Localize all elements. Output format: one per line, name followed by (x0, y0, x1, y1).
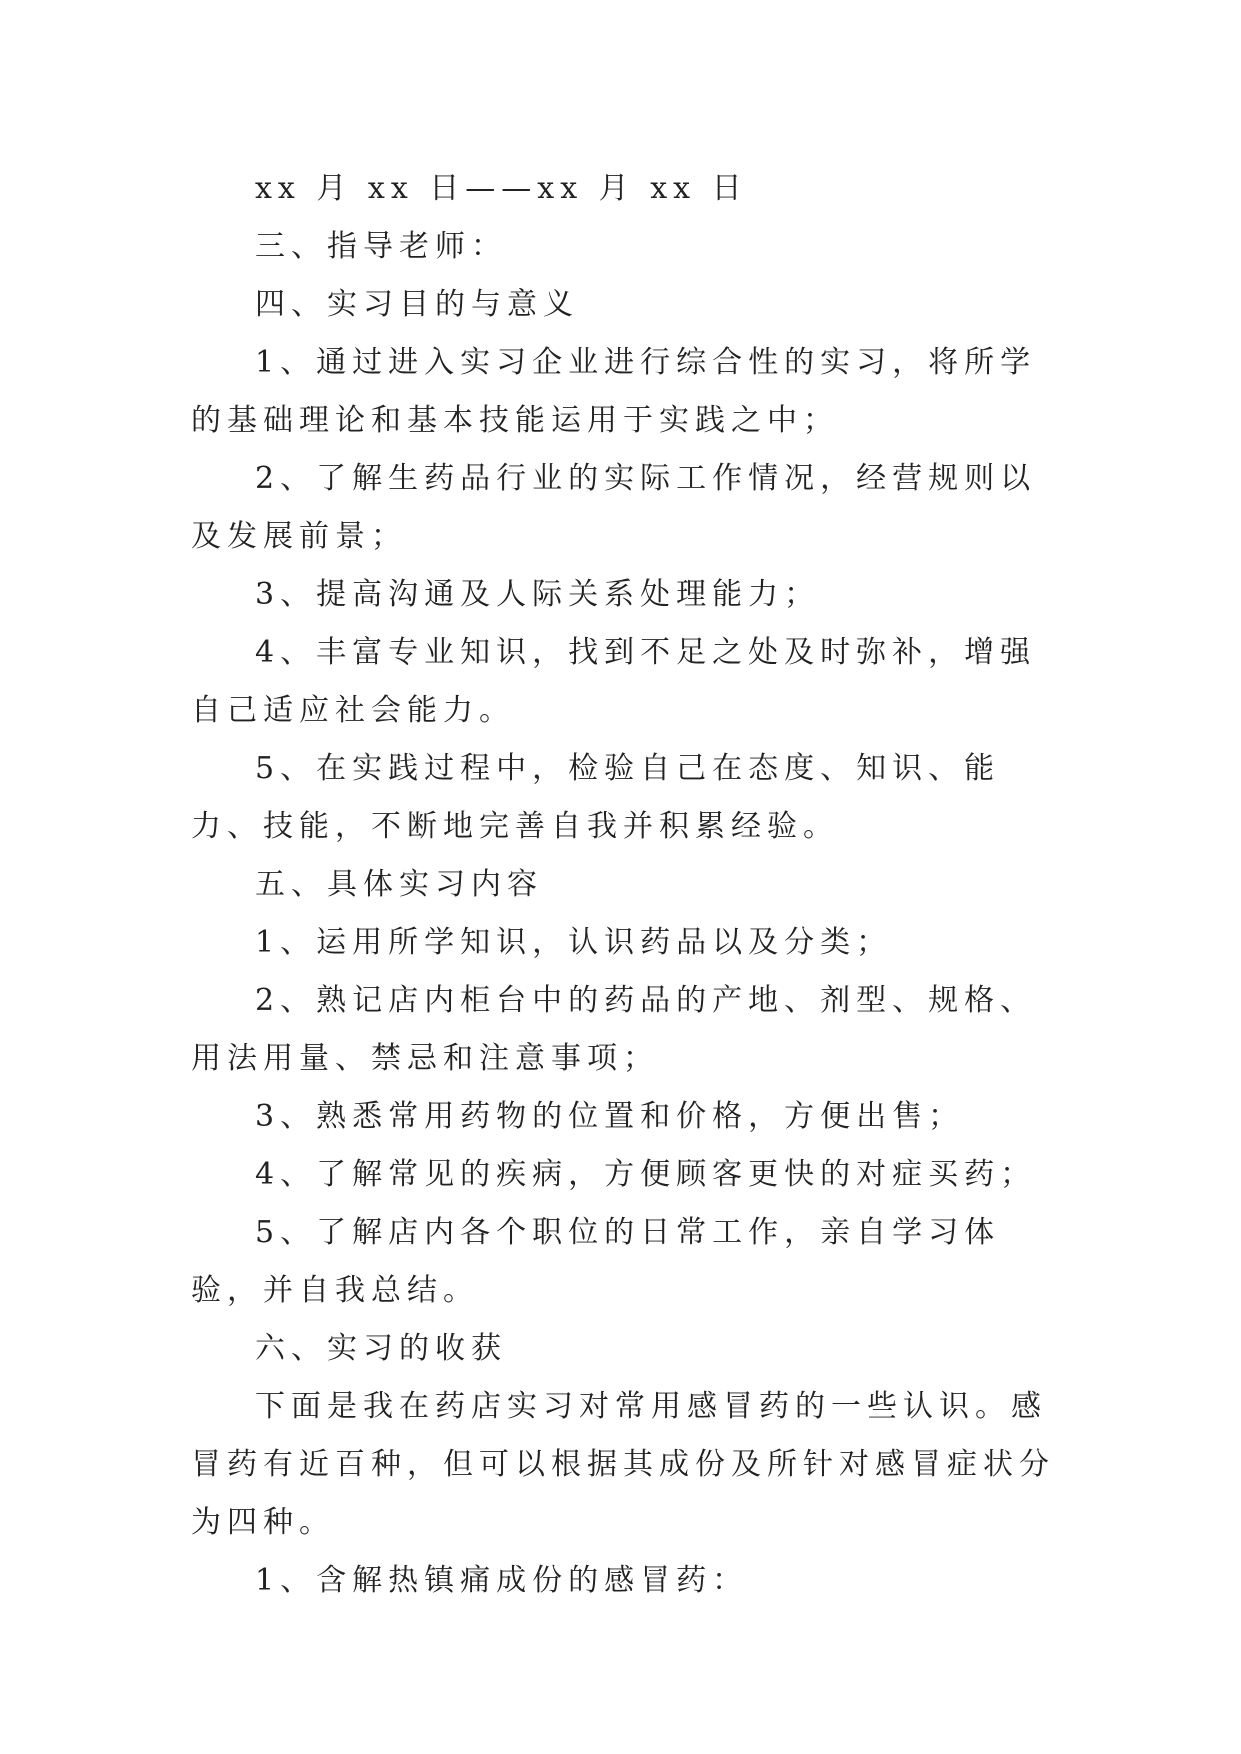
purpose-item-4: 4、丰富专业知识，找到不足之处及时弥补，增强自己适应社会能力。 (191, 635, 1037, 728)
content-item-5: 5、了解店内各个职位的日常工作，亲自学习体验，并自我总结。 (191, 1215, 1001, 1308)
purpose-item-5: 5、在实践过程中，检验自己在态度、知识、能力、技能，不断地完善自我并积累经验。 (191, 751, 1001, 844)
section-heading-gains: 六、实习的收获 (255, 1331, 507, 1366)
content-item-3: 3、熟悉常用药物的位置和价格，方便出售； (255, 1099, 965, 1134)
section-heading-purpose: 四、实习目的与意义 (255, 287, 579, 322)
section-heading-advisor: 三、指导老师： (255, 229, 507, 264)
content-item-4: 4、了解常见的疾病，方便顾客更快的对症买药； (255, 1157, 1037, 1192)
document-body (191, 160, 1057, 1610)
internship-dates: xx 月 xx 日——xx 月 xx 日 (255, 171, 748, 206)
section-heading-content: 五、具体实习内容 (255, 867, 543, 902)
content-item-1: 1、运用所学知识，认识药品以及分类； (255, 925, 893, 960)
gains-item-1: 1、含解热镇痛成份的感冒药： (255, 1563, 749, 1598)
purpose-item-1: 1、通过进入实习企业进行综合性的实习，将所学的基础理论和基本技能运用于实践之中； (191, 345, 1037, 438)
purpose-item-2: 2、了解生药品行业的实际工作情况，经营规则以及发展前景； (191, 461, 1037, 554)
gains-intro-paragraph: 下面是我在药店实习对常用感冒药的一些认识。感冒药有近百种，但可以根据其成份及所针对感冒症状分为四种。 (191, 1389, 1055, 1540)
content-item-2: 2、熟记店内柜台中的药品的产地、剂型、规格、用法用量、禁忌和注意事项； (191, 983, 1037, 1076)
purpose-item-3: 3、提高沟通及人际关系处理能力； (255, 577, 821, 612)
